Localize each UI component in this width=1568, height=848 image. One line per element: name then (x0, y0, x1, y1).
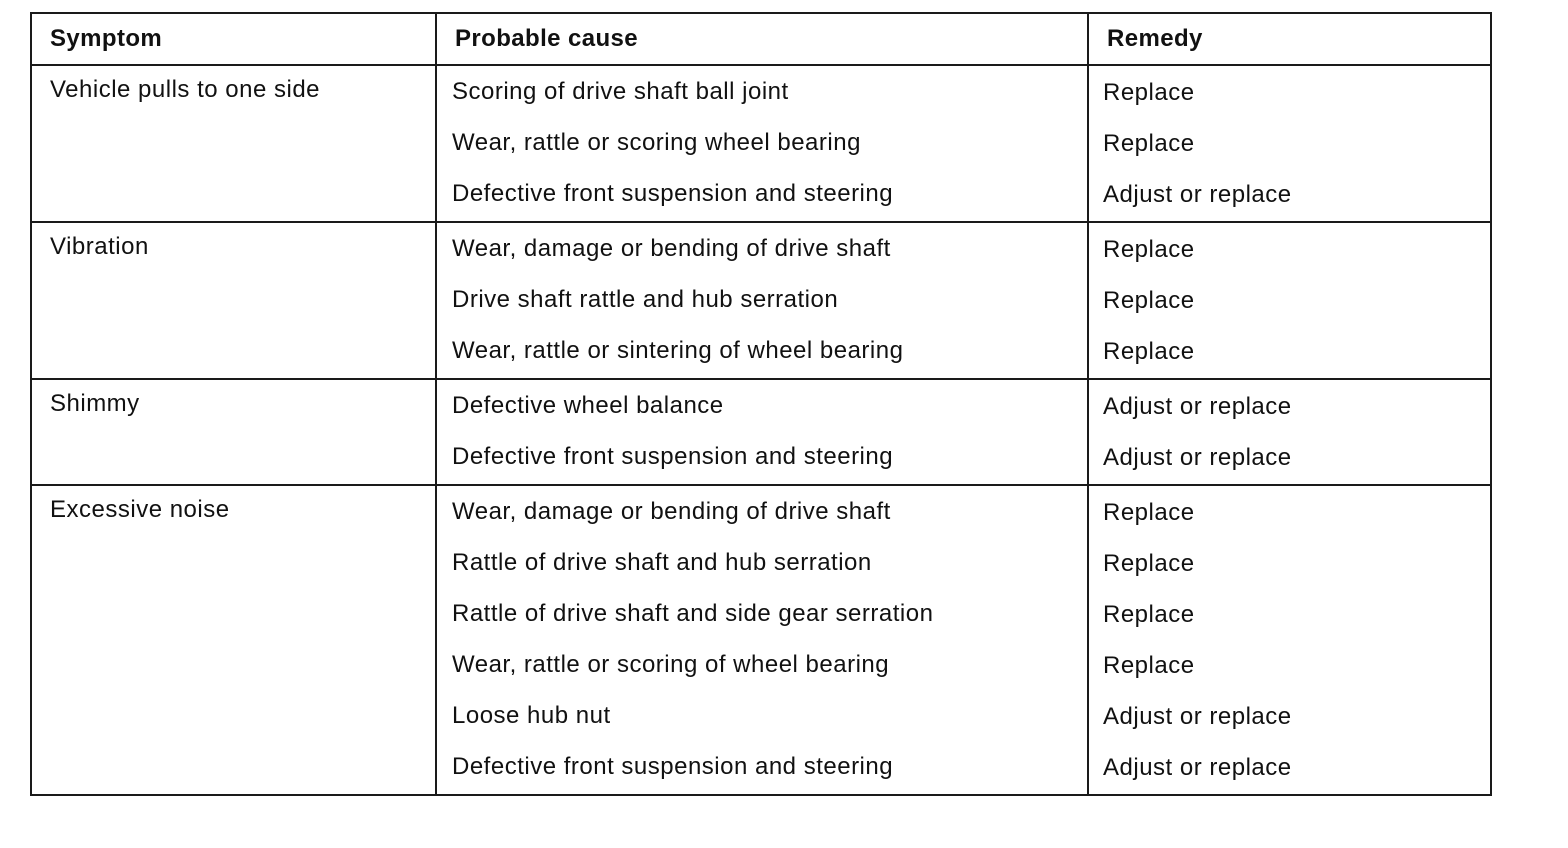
troubleshooting-sheet (30, 12, 1490, 796)
cause-item: Wear, rattle or sintering of wheel bearing (452, 337, 904, 364)
table-header-row (31, 13, 1491, 65)
cause-item: Defective wheel balance (452, 392, 724, 419)
table-row (31, 65, 1491, 222)
troubleshooting-table (30, 12, 1492, 796)
remedy-item: Adjust or replace (1103, 444, 1292, 471)
cause-item: Wear, damage or bending of drive shaft (452, 235, 891, 262)
cause-item: Defective front suspension and steering (452, 180, 894, 207)
remedy-item: Adjust or replace (1103, 754, 1292, 781)
cause-item: Wear, damage or bending of drive shaft (452, 498, 891, 525)
cause-item: Rattle of drive shaft and side gear serration (452, 600, 934, 627)
table-row (31, 379, 1491, 485)
cause-item: Loose hub nut (452, 702, 611, 729)
remedy-item: Replace (1103, 499, 1195, 526)
cause-cell (436, 379, 1088, 485)
cause-item: Rattle of drive shaft and hub serration (452, 549, 872, 576)
remedy-item: Replace (1103, 130, 1195, 157)
table-row (31, 222, 1491, 379)
symptom-cell: Vibration (31, 222, 436, 379)
cause-item: Defective front suspension and steering (452, 753, 894, 780)
remedy-cell (1088, 379, 1491, 485)
remedy-item: Replace (1103, 79, 1195, 106)
symptom-cell: Excessive noise (31, 485, 436, 795)
remedy-item: Adjust or replace (1103, 181, 1292, 208)
cause-cell (436, 65, 1088, 222)
remedy-item: Replace (1103, 287, 1195, 314)
header-probable-cause: Probable cause (436, 13, 1088, 65)
remedy-item: Replace (1103, 652, 1195, 679)
cause-item: Scoring of drive shaft ball joint (452, 78, 789, 105)
symptom-cell: Vehicle pulls to one side (31, 65, 436, 222)
cause-item: Drive shaft rattle and hub serration (452, 286, 839, 313)
cause-cell (436, 485, 1088, 795)
symptom-cell: Shimmy (31, 379, 436, 485)
cause-item: Wear, rattle or scoring wheel bearing (452, 129, 861, 156)
remedy-item: Adjust or replace (1103, 393, 1292, 420)
remedy-cell (1088, 485, 1491, 795)
cause-item: Wear, rattle or scoring of wheel bearing (452, 651, 890, 678)
cause-item: Defective front suspension and steering (452, 443, 894, 470)
remedy-item: Adjust or replace (1103, 703, 1292, 730)
table-row (31, 485, 1491, 795)
remedy-cell (1088, 222, 1491, 379)
header-remedy: Remedy (1088, 13, 1491, 65)
remedy-item: Replace (1103, 338, 1195, 365)
remedy-item: Replace (1103, 550, 1195, 577)
remedy-cell (1088, 65, 1491, 222)
remedy-item: Replace (1103, 236, 1195, 263)
header-symptom: Symptom (31, 13, 436, 65)
remedy-item: Replace (1103, 601, 1195, 628)
cause-cell (436, 222, 1088, 379)
